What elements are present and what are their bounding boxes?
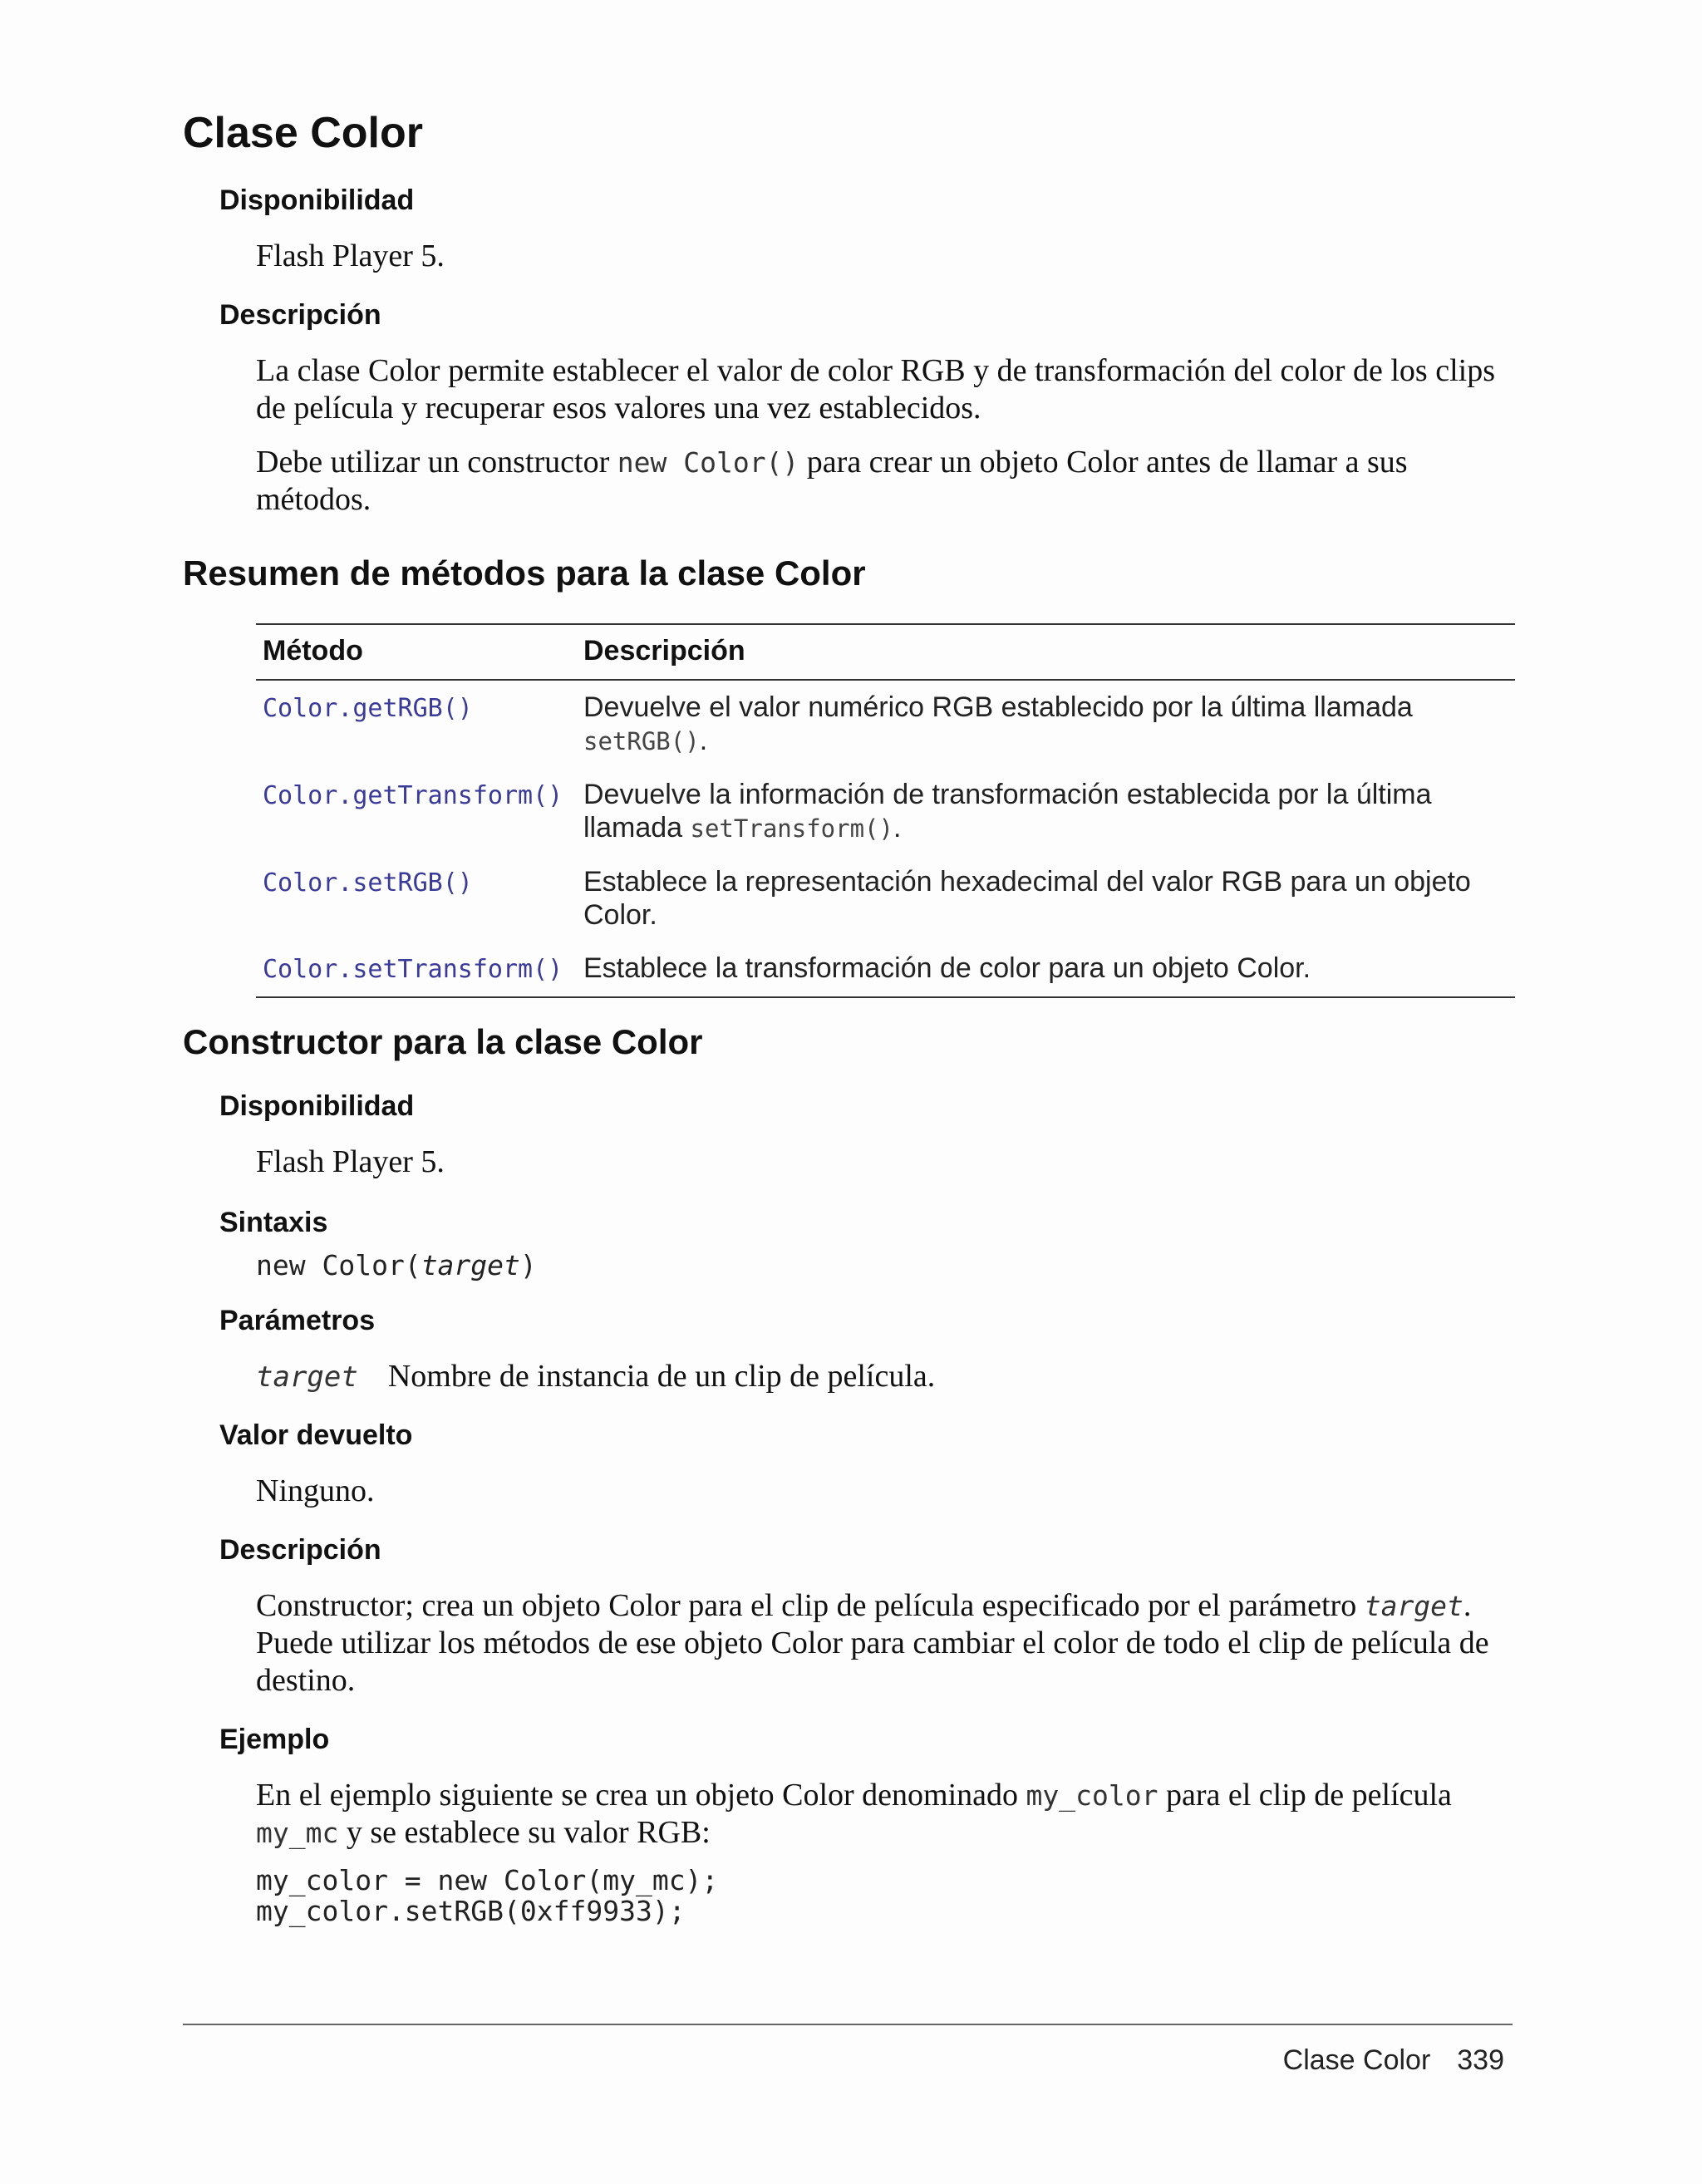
inline-code: setTransform() <box>690 814 893 843</box>
constructor-availability-text: Flash Player 5. <box>256 1144 445 1179</box>
inline-code: target <box>1364 1590 1463 1622</box>
page-number: 339 <box>1457 2044 1504 2076</box>
description-paragraph-1: La clase Color permite establecer el valor de color RGB y de transformación del color de los clips de película y recuperar esos valores una vez establecidos. <box>256 353 1495 425</box>
return-value <box>256 1473 1519 1527</box>
methods-table <box>256 623 1515 998</box>
table-row <box>256 680 1515 768</box>
constructor-description-heading: Descripción <box>219 1534 381 1566</box>
inline-code: new Color() <box>617 446 799 479</box>
return-heading: Valor devuelto <box>219 1419 413 1451</box>
cell-text: . <box>893 812 902 844</box>
availability-text <box>256 238 1519 292</box>
example-text: y se establece su valor RGB: <box>338 1815 711 1850</box>
cell-text: Establece la representación hexadecimal del valor RGB para un objeto Color. <box>583 866 1471 931</box>
code-line: my_color = new Color(my_mc); <box>256 1864 719 1896</box>
table-row <box>256 942 1515 997</box>
param-name: target <box>256 1360 358 1394</box>
description-text: . Puede utilizar los métodos de ese objeto Color para cambiar el color de todo el clip de película de destino. <box>256 1588 1489 1698</box>
constructor-availability <box>256 1144 1519 1198</box>
syntax-param: target <box>421 1249 520 1281</box>
param-description: Nombre de instancia de un clip de película. <box>387 1359 936 1394</box>
description-cell <box>577 942 1515 997</box>
description-cell <box>577 680 1515 768</box>
description-cell <box>577 855 1515 942</box>
cell-text: . <box>699 725 708 756</box>
return-text: Ninguno. <box>256 1473 375 1508</box>
constructor-description <box>256 1587 1519 1716</box>
inline-code: my_color <box>1026 1779 1158 1812</box>
table-header-row <box>256 624 1515 680</box>
param-entry <box>256 1358 1519 1413</box>
description-paragraph-2 <box>256 444 1519 519</box>
syntax-code-text: new Color( <box>256 1249 421 1281</box>
code-line: my_color.setRGB(0xff9933); <box>256 1895 686 1927</box>
methods-summary-heading: Resumen de métodos para la clase Color <box>183 553 866 593</box>
method-cell[interactable] <box>256 680 577 768</box>
method-link[interactable]: Color.getRGB() <box>263 694 473 723</box>
constructor-availability-heading: Disponibilidad <box>219 1090 415 1122</box>
method-cell[interactable] <box>256 855 577 942</box>
table-row <box>256 768 1515 855</box>
inline-code: my_mc <box>256 1817 339 1849</box>
description-text: para crear un objeto Color antes de llamar a sus métodos. <box>256 445 1408 517</box>
description-heading: Descripción <box>219 299 381 331</box>
example-text: En el ejemplo siguiente se crea un objeto Color denominado <box>256 1778 1026 1813</box>
syntax-code-text: ) <box>519 1249 537 1281</box>
inline-code: setRGB() <box>583 727 700 755</box>
method-link[interactable]: Color.getTransform() <box>263 781 563 810</box>
description-text: Constructor; crea un objeto Color para el clip de película especificado por el parámetro <box>256 1588 1365 1623</box>
description-text: Debe utilizar un constructor <box>256 445 617 480</box>
example-heading: Ejemplo <box>219 1724 330 1755</box>
example-intro <box>256 1777 1519 1868</box>
cell-text: Devuelve la información de transformación establecida por la última llamada <box>583 779 1432 844</box>
description-body <box>256 352 1519 535</box>
method-link[interactable]: Color.setTransform() <box>263 955 563 984</box>
constructor-heading: Constructor para la clase Color <box>183 1022 703 1061</box>
method-cell[interactable] <box>256 942 577 997</box>
footer-divider <box>183 2024 1513 2025</box>
table-row <box>256 855 1515 942</box>
method-cell[interactable] <box>256 768 577 855</box>
syntax-heading: Sintaxis <box>219 1207 328 1238</box>
footer-section-title: Clase Color <box>1282 2044 1431 2076</box>
example-text: para el clip de película <box>1158 1778 1452 1813</box>
column-header-method: Método <box>256 624 577 680</box>
page-title: Clase Color <box>183 109 423 157</box>
page-footer <box>1283 2044 1504 2077</box>
constructor-description-paragraph <box>256 1587 1519 1699</box>
params-heading: Parámetros <box>219 1305 376 1336</box>
param-row <box>256 1358 1519 1396</box>
example-paragraph <box>256 1777 1519 1852</box>
syntax-code <box>256 1250 537 1281</box>
availability-paragraph: Flash Player 5. <box>256 239 445 273</box>
cell-text: Establece la transformación de color para un objeto Color. <box>583 952 1311 984</box>
cell-text: Devuelve el valor numérico RGB establecido por la última llamada <box>583 691 1413 723</box>
description-cell <box>577 768 1515 855</box>
column-header-description: Descripción <box>577 624 1515 680</box>
availability-heading: Disponibilidad <box>219 184 415 216</box>
method-link[interactable]: Color.setRGB() <box>263 868 473 898</box>
example-code-block <box>256 1865 718 1926</box>
